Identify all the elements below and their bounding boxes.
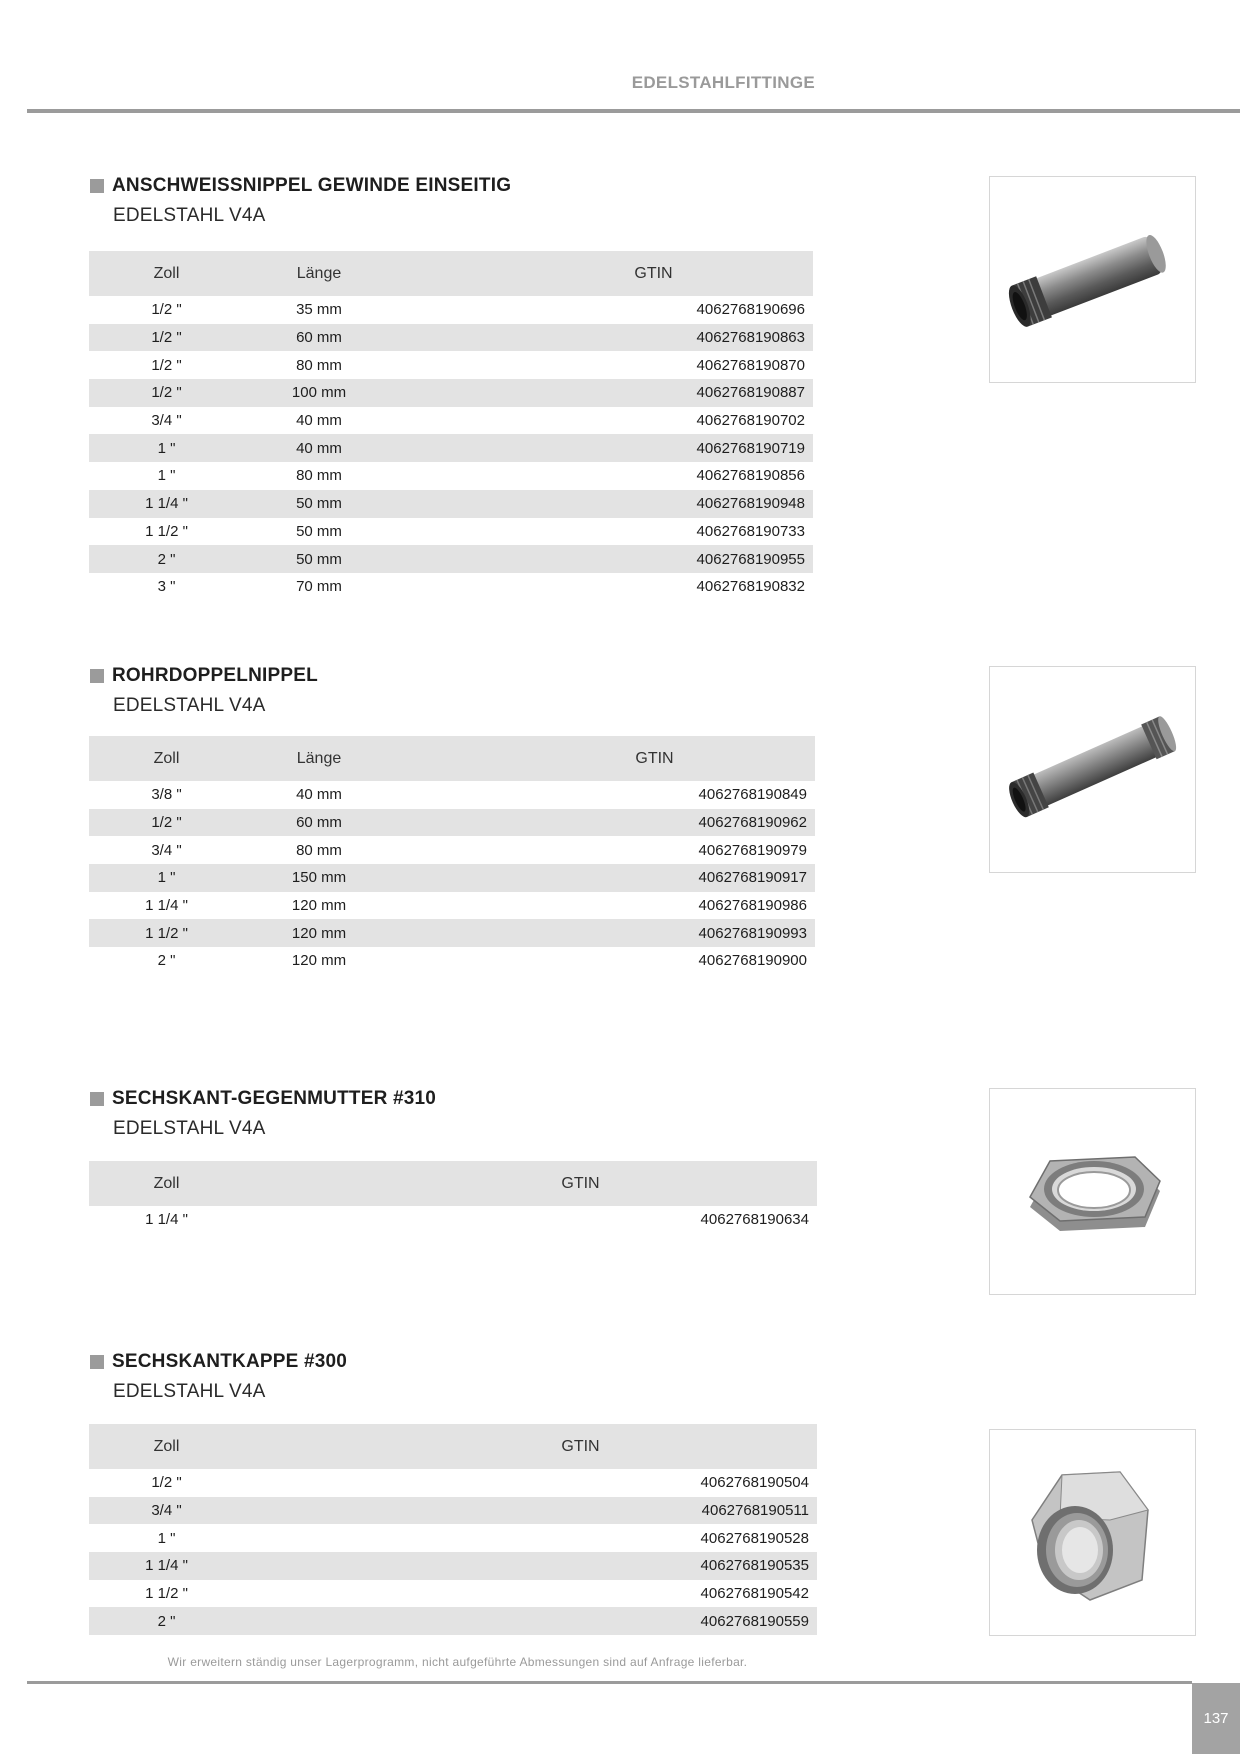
cell-gtin: 4062768190832 [696,578,805,596]
cell-laenge: 120 mm [291,897,347,915]
section-title: SECHSKANTKAPPE #300 [112,1351,348,1372]
spec-table [89,1161,817,1234]
table-row [89,809,815,837]
column-spacer [394,251,494,296]
cell-spacer [244,1206,344,1234]
table-header-row [89,1161,817,1206]
cell-spacer [244,1580,344,1608]
cell-zoll: 1/2 " [151,301,182,319]
cell-gtin: 4062768190719 [494,434,813,462]
section-subtitle: EDELSTAHL V4A [113,695,266,716]
table-row [89,434,813,462]
column-header-gtin: GTIN [344,1161,817,1206]
cell-gtin: 4062768190733 [696,522,805,540]
section-title: ROHRDOPPELNIPPEL [112,665,318,686]
cell-laenge: 40 mm [296,786,342,804]
cell-spacer [394,809,494,837]
cell-spacer [394,781,494,809]
footer-divider [27,1681,1192,1684]
cell-gtin: 4062768190887 [494,379,813,407]
column-spacer [244,1424,344,1469]
pipe-double-nipple-icon [990,667,1195,872]
cell-gtin: 4062768190535 [344,1552,817,1580]
column-header-gtin: GTIN [344,1424,817,1469]
column-spacer [244,1161,344,1206]
cell-zoll: 1 1/2 " [89,919,244,947]
spec-table [89,251,813,601]
product-image [989,1088,1196,1295]
cell-laenge: 50 mm [244,490,394,518]
cell-laenge: 50 mm [244,545,394,573]
cell-zoll: 1 " [157,1529,176,1547]
cell-gtin: 4062768190528 [700,1529,809,1547]
cell-spacer [244,1607,344,1635]
product-image [989,1429,1196,1636]
cell-spacer [394,462,494,490]
table-row [89,947,815,975]
page-number: 137 [1192,1683,1240,1754]
column-header-laenge: Länge [244,251,394,296]
cell-gtin: 4062768190504 [700,1474,809,1492]
cell-spacer [394,407,494,435]
cell-spacer [394,324,494,352]
cell-spacer [244,1552,344,1580]
column-header-laenge: Länge [244,736,394,781]
cell-spacer [394,490,494,518]
column-spacer [394,736,494,781]
table-row [89,296,813,324]
table-row [89,518,813,546]
table-row [89,1580,817,1608]
section-heading [90,662,318,690]
cell-spacer [394,947,494,975]
column-header-zoll: Zoll [89,736,244,781]
cell-gtin: 4062768190849 [698,786,807,804]
bullet-square-icon [90,179,104,193]
cell-gtin: 4062768190856 [696,467,805,485]
cell-zoll: 3/8 " [151,786,182,804]
cell-spacer [394,919,494,947]
cell-zoll: 1 1/2 " [145,522,188,540]
section-title: ANSCHWEISSNIPPEL GEWINDE EINSEITIG [112,175,512,196]
cell-gtin: 4062768190986 [698,897,807,915]
table-row [89,892,815,920]
table-row [89,407,813,435]
cell-spacer [394,518,494,546]
table-row [89,351,813,379]
cell-zoll: 1 1/4 " [145,897,188,915]
footer-note: Wir erweitern ständig unser Lagerprogramm, nicht aufgeführte Abmessungen sind auf Anfrage lieferbar. [167,1655,748,1669]
cell-laenge: 80 mm [296,841,342,859]
bullet-square-icon [90,1355,104,1369]
cell-zoll: 1 " [89,864,244,892]
table-row [89,864,815,892]
table-row [89,573,813,601]
cell-zoll: 1/2 " [89,324,244,352]
cell-gtin: 4062768190870 [696,356,805,374]
table-row [89,324,813,352]
cell-laenge: 70 mm [296,578,342,596]
cell-zoll: 1 " [157,467,176,485]
table-row [89,1469,817,1497]
table-row [89,836,815,864]
cell-zoll: 1 1/4 " [145,1211,188,1229]
table-row [89,1524,817,1552]
spec-table [89,1424,817,1635]
product-image [989,666,1196,873]
table-header-row [89,736,815,781]
section-heading [90,1085,436,1113]
cell-gtin: 4062768190634 [700,1211,809,1229]
cell-zoll: 1/2 " [151,356,182,374]
cell-spacer [244,1497,344,1525]
cell-laenge: 80 mm [296,356,342,374]
table-row [89,919,815,947]
header-divider [27,109,1240,113]
cell-spacer [394,434,494,462]
bullet-square-icon [90,669,104,683]
section-subtitle: EDELSTAHL V4A [113,1381,266,1402]
section-title: SECHSKANT-GEGENMUTTER #310 [112,1088,437,1109]
cell-gtin: 4062768190962 [494,809,815,837]
section-heading [90,172,511,200]
cell-gtin: 4062768190696 [696,301,805,319]
column-header-zoll: Zoll [89,1161,244,1206]
cell-laenge: 60 mm [244,809,394,837]
cell-zoll: 3 " [157,578,176,596]
column-header-gtin: GTIN [494,251,813,296]
cell-zoll: 1/2 " [151,1474,182,1492]
cell-spacer [394,892,494,920]
table-row [89,490,813,518]
cell-gtin: 4062768190863 [494,324,813,352]
cell-gtin: 4062768190993 [494,919,815,947]
cell-zoll: 1 1/4 " [89,490,244,518]
section-heading [90,1348,347,1376]
section-subtitle: EDELSTAHL V4A [113,1118,266,1139]
cell-zoll: 1 " [89,434,244,462]
product-image [989,176,1196,383]
cell-laenge: 100 mm [244,379,394,407]
table-row [89,1607,817,1635]
cell-laenge: 40 mm [244,434,394,462]
table-row [89,462,813,490]
column-header-gtin: GTIN [494,736,815,781]
table-row [89,1552,817,1580]
cell-zoll: 1 1/4 " [89,1552,244,1580]
cell-zoll: 1/2 " [89,809,244,837]
cell-zoll: 2 " [89,1607,244,1635]
table-row [89,545,813,573]
cell-laenge: 40 mm [296,412,342,430]
cell-spacer [244,1469,344,1497]
cell-zoll: 1 1/2 " [145,1585,188,1603]
cell-gtin: 4062768190559 [344,1607,817,1635]
cell-spacer [394,573,494,601]
cell-laenge: 120 mm [244,919,394,947]
cell-laenge: 150 mm [244,864,394,892]
table-row [89,1206,817,1234]
cell-zoll: 3/4 " [151,841,182,859]
bullet-square-icon [90,1092,104,1106]
cell-zoll: 2 " [89,545,244,573]
cell-gtin: 4062768190511 [344,1497,817,1525]
cell-spacer [394,864,494,892]
cell-spacer [394,296,494,324]
cell-spacer [394,836,494,864]
table-header-row [89,1424,817,1469]
cell-laenge: 120 mm [291,952,347,970]
cell-zoll: 2 " [157,952,176,970]
cell-laenge: 80 mm [296,467,342,485]
cell-spacer [394,545,494,573]
spec-table [89,736,815,975]
cell-gtin: 4062768190948 [494,490,813,518]
section-subtitle: EDELSTAHL V4A [113,205,266,226]
column-header-zoll: Zoll [89,251,244,296]
cell-gtin: 4062768190542 [700,1585,809,1603]
cell-gtin: 4062768190955 [494,545,813,573]
cell-laenge: 50 mm [296,522,342,540]
table-row [89,379,813,407]
page-header-title: EDELSTAHLFITTINGE [631,73,815,92]
cell-laenge: 60 mm [244,324,394,352]
column-header-zoll: Zoll [89,1424,244,1469]
cell-gtin: 4062768190979 [698,841,807,859]
cell-zoll: 3/4 " [151,412,182,430]
hex-nut-icon [990,1089,1195,1294]
pipe-nipple-icon [990,177,1195,382]
cell-zoll: 1/2 " [89,379,244,407]
cell-gtin: 4062768190900 [698,952,807,970]
table-header-row [89,251,813,296]
cell-laenge: 35 mm [296,301,342,319]
cell-zoll: 3/4 " [89,1497,244,1525]
table-row [89,1497,817,1525]
cell-spacer [394,351,494,379]
cell-gtin: 4062768190702 [696,412,805,430]
hex-cap-icon [990,1430,1195,1635]
cell-gtin: 4062768190917 [494,864,815,892]
cell-spacer [394,379,494,407]
table-row [89,781,815,809]
cell-spacer [244,1524,344,1552]
